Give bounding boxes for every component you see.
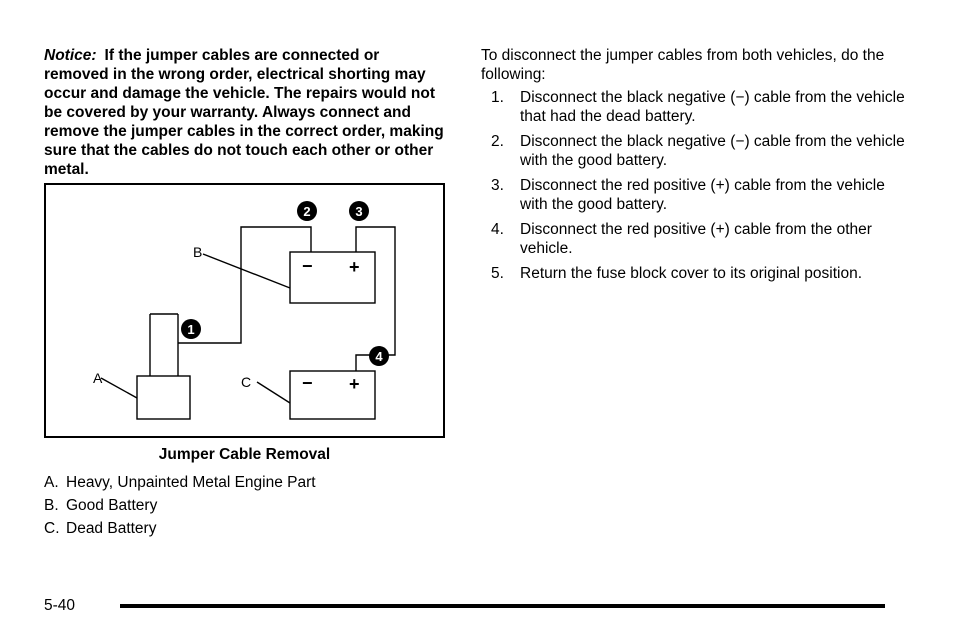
good-battery-positive: +	[349, 257, 360, 277]
step-text: Disconnect the black negative (−) cable from the vehicle that had the dead battery.	[520, 89, 905, 125]
notice-text: If the jumper cables are connected or removed in the wrong order, electrical shorting may occur and damage the vehicle. The repairs would not be covered by your warranty. Always connect and remove the jumper cables in the correct order, making sure that the cables do not touch each other or other metal.	[44, 47, 444, 178]
legend-item	[44, 473, 444, 492]
dead-battery-negative: −	[302, 373, 313, 393]
legend-key: A.	[44, 474, 59, 491]
label-a-leader	[101, 378, 137, 398]
label-b-leader	[203, 254, 290, 288]
step-item	[491, 88, 911, 126]
step-text: Disconnect the black negative (−) cable from the vehicle with the good battery.	[520, 133, 905, 169]
callout-1: 1	[187, 322, 195, 337]
callout-4: 4	[375, 349, 383, 364]
label-c: C	[241, 374, 252, 390]
legend-key: C.	[44, 520, 60, 537]
notice-label: Notice:	[44, 47, 97, 64]
step-item	[491, 132, 911, 170]
engine-metal-part	[137, 376, 190, 419]
legend-key: B.	[44, 497, 59, 514]
dead-battery-positive: +	[349, 374, 360, 394]
legend-text: Dead Battery	[66, 520, 157, 537]
step-number: 5.	[491, 265, 504, 282]
callout-2: 2	[303, 204, 311, 219]
legend-text: Good Battery	[66, 497, 158, 514]
legend-item	[44, 496, 444, 515]
instructions-steps	[481, 88, 911, 283]
step-item	[491, 176, 911, 214]
label-c-leader	[257, 382, 290, 403]
step-text: Disconnect the red positive (+) cable from the other vehicle.	[520, 221, 872, 257]
step-number: 1.	[491, 89, 504, 106]
jumper-cable-diagram	[44, 183, 445, 438]
notice-paragraph	[44, 46, 444, 179]
diagram-drawing	[46, 185, 443, 436]
good-battery-negative: −	[302, 256, 313, 276]
instructions-column	[481, 46, 911, 289]
step-number: 2.	[491, 133, 504, 150]
step-item	[491, 264, 911, 283]
step-number: 3.	[491, 177, 504, 194]
step-text: Disconnect the red positive (+) cable from the vehicle with the good battery.	[520, 177, 885, 213]
step-number: 4.	[491, 221, 504, 238]
step-item	[491, 220, 911, 258]
instructions-intro: To disconnect the jumper cables from both vehicles, do the following:	[481, 47, 885, 83]
callout-3: 3	[355, 204, 363, 219]
legend-text: Heavy, Unpainted Metal Engine Part	[66, 474, 316, 491]
figure-legend	[44, 473, 444, 542]
label-a: A	[93, 370, 103, 386]
step-text: Return the fuse block cover to its original position.	[520, 265, 863, 282]
legend-item	[44, 519, 444, 538]
footer-rule	[120, 604, 885, 608]
figure-caption: Jumper Cable Removal	[158, 446, 331, 463]
label-b: B	[193, 244, 203, 260]
page-number: 5-40	[44, 597, 76, 614]
